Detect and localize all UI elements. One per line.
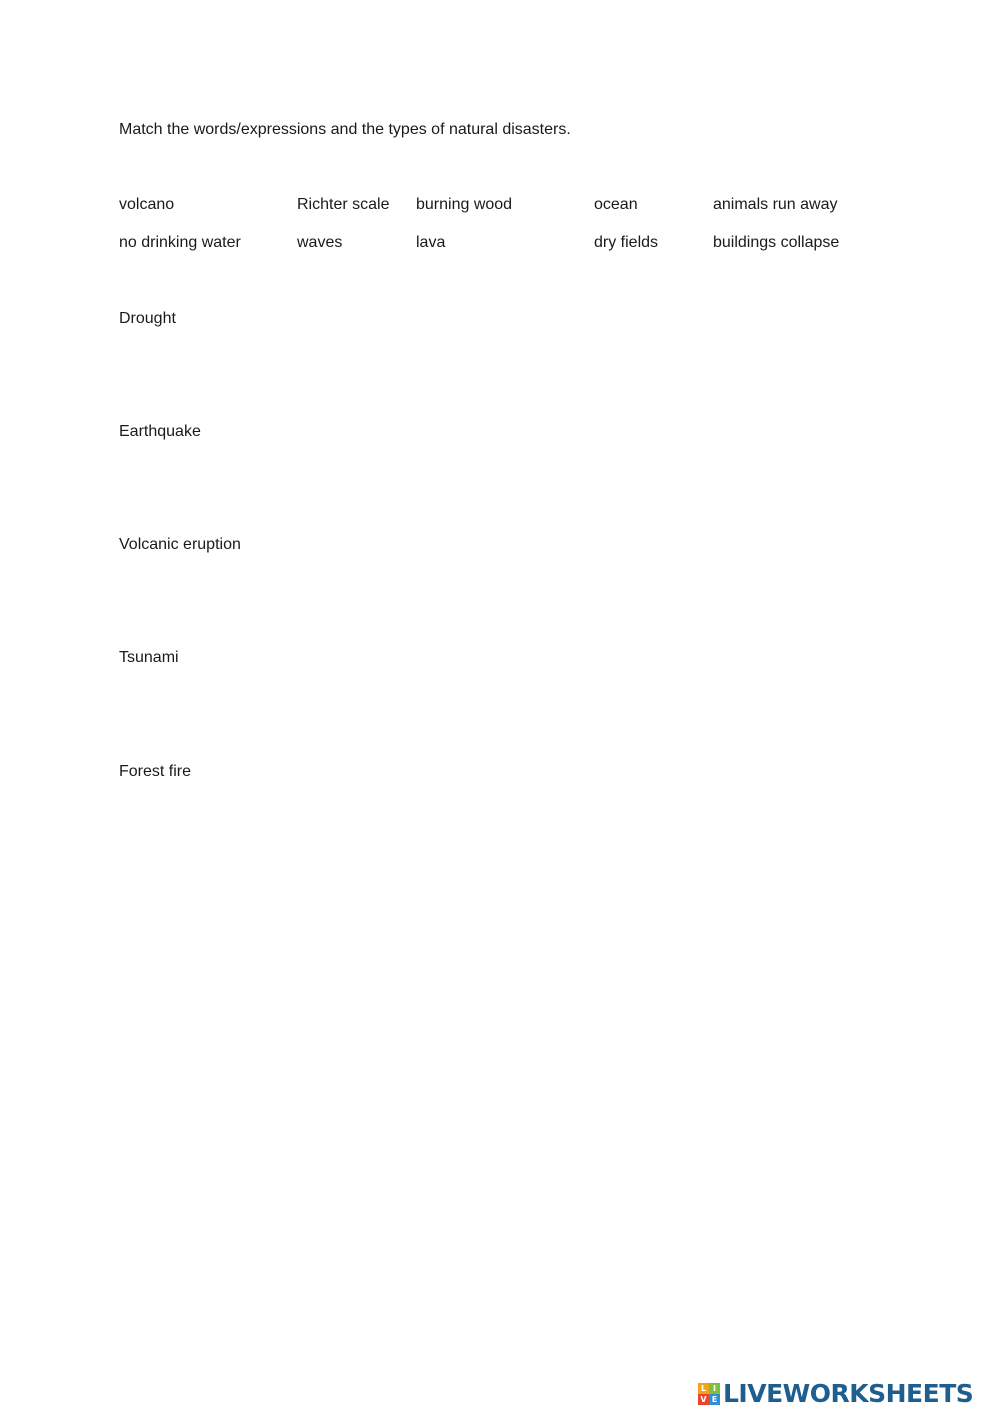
- word-bank-item: waves: [297, 234, 343, 251]
- word-bank-item: volcano: [119, 196, 175, 213]
- word-bank-item: buildings collapse: [713, 234, 840, 251]
- logo-mark-letter: V: [698, 1394, 709, 1405]
- category-drought: Drought: [119, 310, 176, 327]
- logo-mark-letter: I: [709, 1383, 720, 1394]
- logo-text: LIVEWORKSHEETS: [723, 1379, 974, 1408]
- category-forest-fire: Forest fire: [119, 763, 192, 780]
- logo-mark-icon: [698, 1383, 720, 1405]
- word-bank-item: animals run away: [713, 196, 838, 213]
- instructions-text: Match the words/expressions and the types of natural disasters.: [119, 121, 571, 138]
- word-bank-item: burning wood: [416, 196, 513, 213]
- liveworksheets-logo: [698, 1379, 973, 1409]
- category-volcanic-eruption: Volcanic eruption: [119, 536, 241, 553]
- category-earthquake: Earthquake: [119, 423, 201, 440]
- word-bank-item: dry fields: [594, 234, 659, 251]
- word-bank-row: [119, 194, 879, 232]
- word-bank-row: [119, 232, 879, 270]
- word-bank-item: no drinking water: [119, 234, 241, 251]
- category-tsunami: Tsunami: [119, 649, 179, 666]
- word-bank-item: Richter scale: [297, 196, 390, 213]
- logo-mark-letter: E: [709, 1394, 720, 1405]
- word-bank-item: lava: [416, 234, 446, 251]
- word-bank-item: ocean: [594, 196, 638, 213]
- word-bank: [119, 194, 879, 270]
- logo-mark-letter: L: [698, 1383, 709, 1394]
